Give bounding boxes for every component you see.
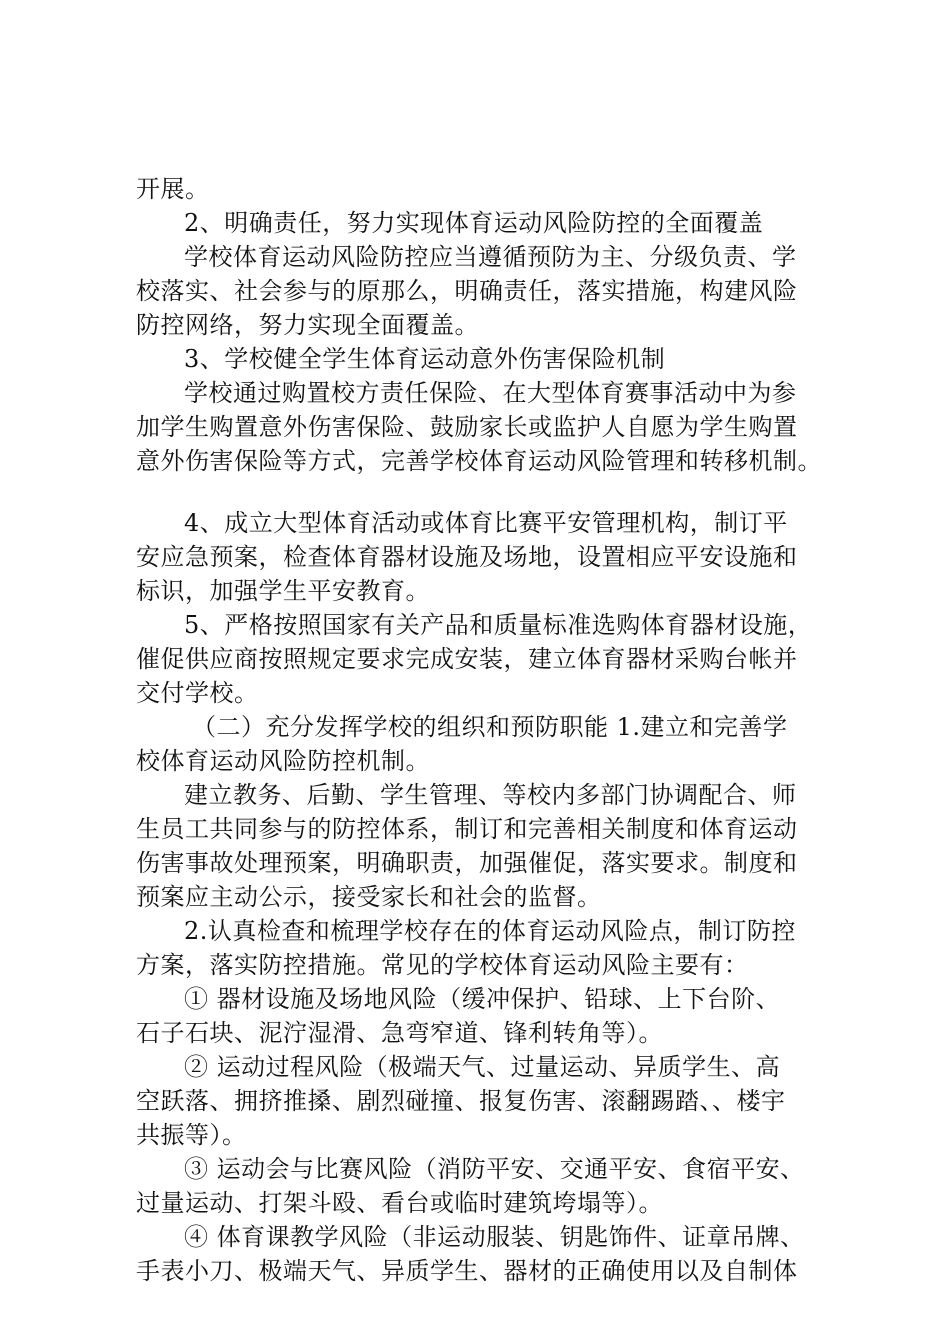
text-line: 防控网络，努力实现全面覆盖。: [136, 311, 479, 339]
list-item: ④ 体育课教学风险（非运动服装、钥匙饰件、证章吊牌、: [184, 1223, 805, 1251]
text-line: 加学生购置意外伤害保险、鼓励家长或监护人自愿为学生购置: [136, 413, 798, 441]
text-line: 交付学校。: [136, 679, 259, 707]
text-line: 伤害事故处理预案，明确职责，加强催促，落实要求。制度和: [136, 849, 798, 877]
text-line: 意外伤害保险等方式，完善学校体育运动风险管理和转移机制。: [136, 447, 822, 475]
text-line: 催促供应商按照规定要求完成安装，建立体育器材采购台帐并: [136, 645, 798, 673]
text-line: 安应急预案，检查体育器材设施及场地，设置相应平安设施和: [136, 543, 798, 571]
text-line: 开展。: [136, 175, 210, 203]
list-item: ③ 运动会与比赛风险（消防平安、交通平安、食宿平安、: [184, 1155, 805, 1183]
text-line: 校体育运动风险防控机制。: [136, 747, 430, 775]
text-line: 过量运动、打架斗殴、看台或临时建筑垮塌等）。: [136, 1189, 663, 1217]
text-line: 校落实、社会参与的原那么，明确责任，落实措施，构建风险: [136, 277, 798, 305]
text-line: 方案，落实防控措施。常见的学校体育运动风险主要有：: [136, 951, 749, 979]
text-line: 手表小刀、极端天气、异质学生、器材的正确使用以及自制体: [136, 1257, 798, 1285]
text-line: 2.认真检查和梳理学校存在的体育运动风险点，制订防控: [184, 917, 796, 945]
text-line: 5、严格按照国家有关产品和质量标准选购体育器材设施，: [184, 611, 813, 639]
text-line: 标识，加强学生平安教育。: [136, 577, 430, 605]
text-line: 空跃落、拥挤推搡、剧烈碰撞、报复伤害、滚翻踢踏、、楼宇: [136, 1087, 786, 1115]
text-line: 4、成立大型体育活动或体育比赛平安管理机构，制订平: [184, 509, 788, 537]
text-line: 学校体育运动风险防控应当遵循预防为主、分级负责、学: [184, 243, 797, 271]
text-line: 石子石块、泥泞湿滑、急弯窄道、锋利转角等）。: [136, 1019, 663, 1047]
text-line: 学校通过购置校方责任保险、在大型体育赛事活动中为参: [184, 379, 797, 407]
section-heading: 3、学校健全学生体育运动意外伤害保险机制: [184, 345, 666, 373]
list-item: ① 器材设施及场地风险（缓冲保护、铅球、上下台阶、: [184, 985, 781, 1013]
section-heading: 2、明确责任，努力实现体育运动风险防控的全面覆盖: [184, 209, 764, 237]
text-line: 生员工共同参与的防控体系，制订和完善相关制度和体育运动: [136, 815, 798, 843]
text-line: 预案应主动公示，接受家长和社会的监督。: [136, 883, 602, 911]
list-item: ② 运动过程风险（极端天气、过量运动、异质学生、高: [184, 1053, 781, 1081]
section-heading: （二）充分发挥学校的组织和预防职能 1.建立和完善学: [192, 713, 788, 741]
text-line: 共振等）。: [136, 1121, 247, 1149]
text-line: 建立教务、后勤、学生管理、等校内多部门协调配合、师: [184, 781, 797, 809]
